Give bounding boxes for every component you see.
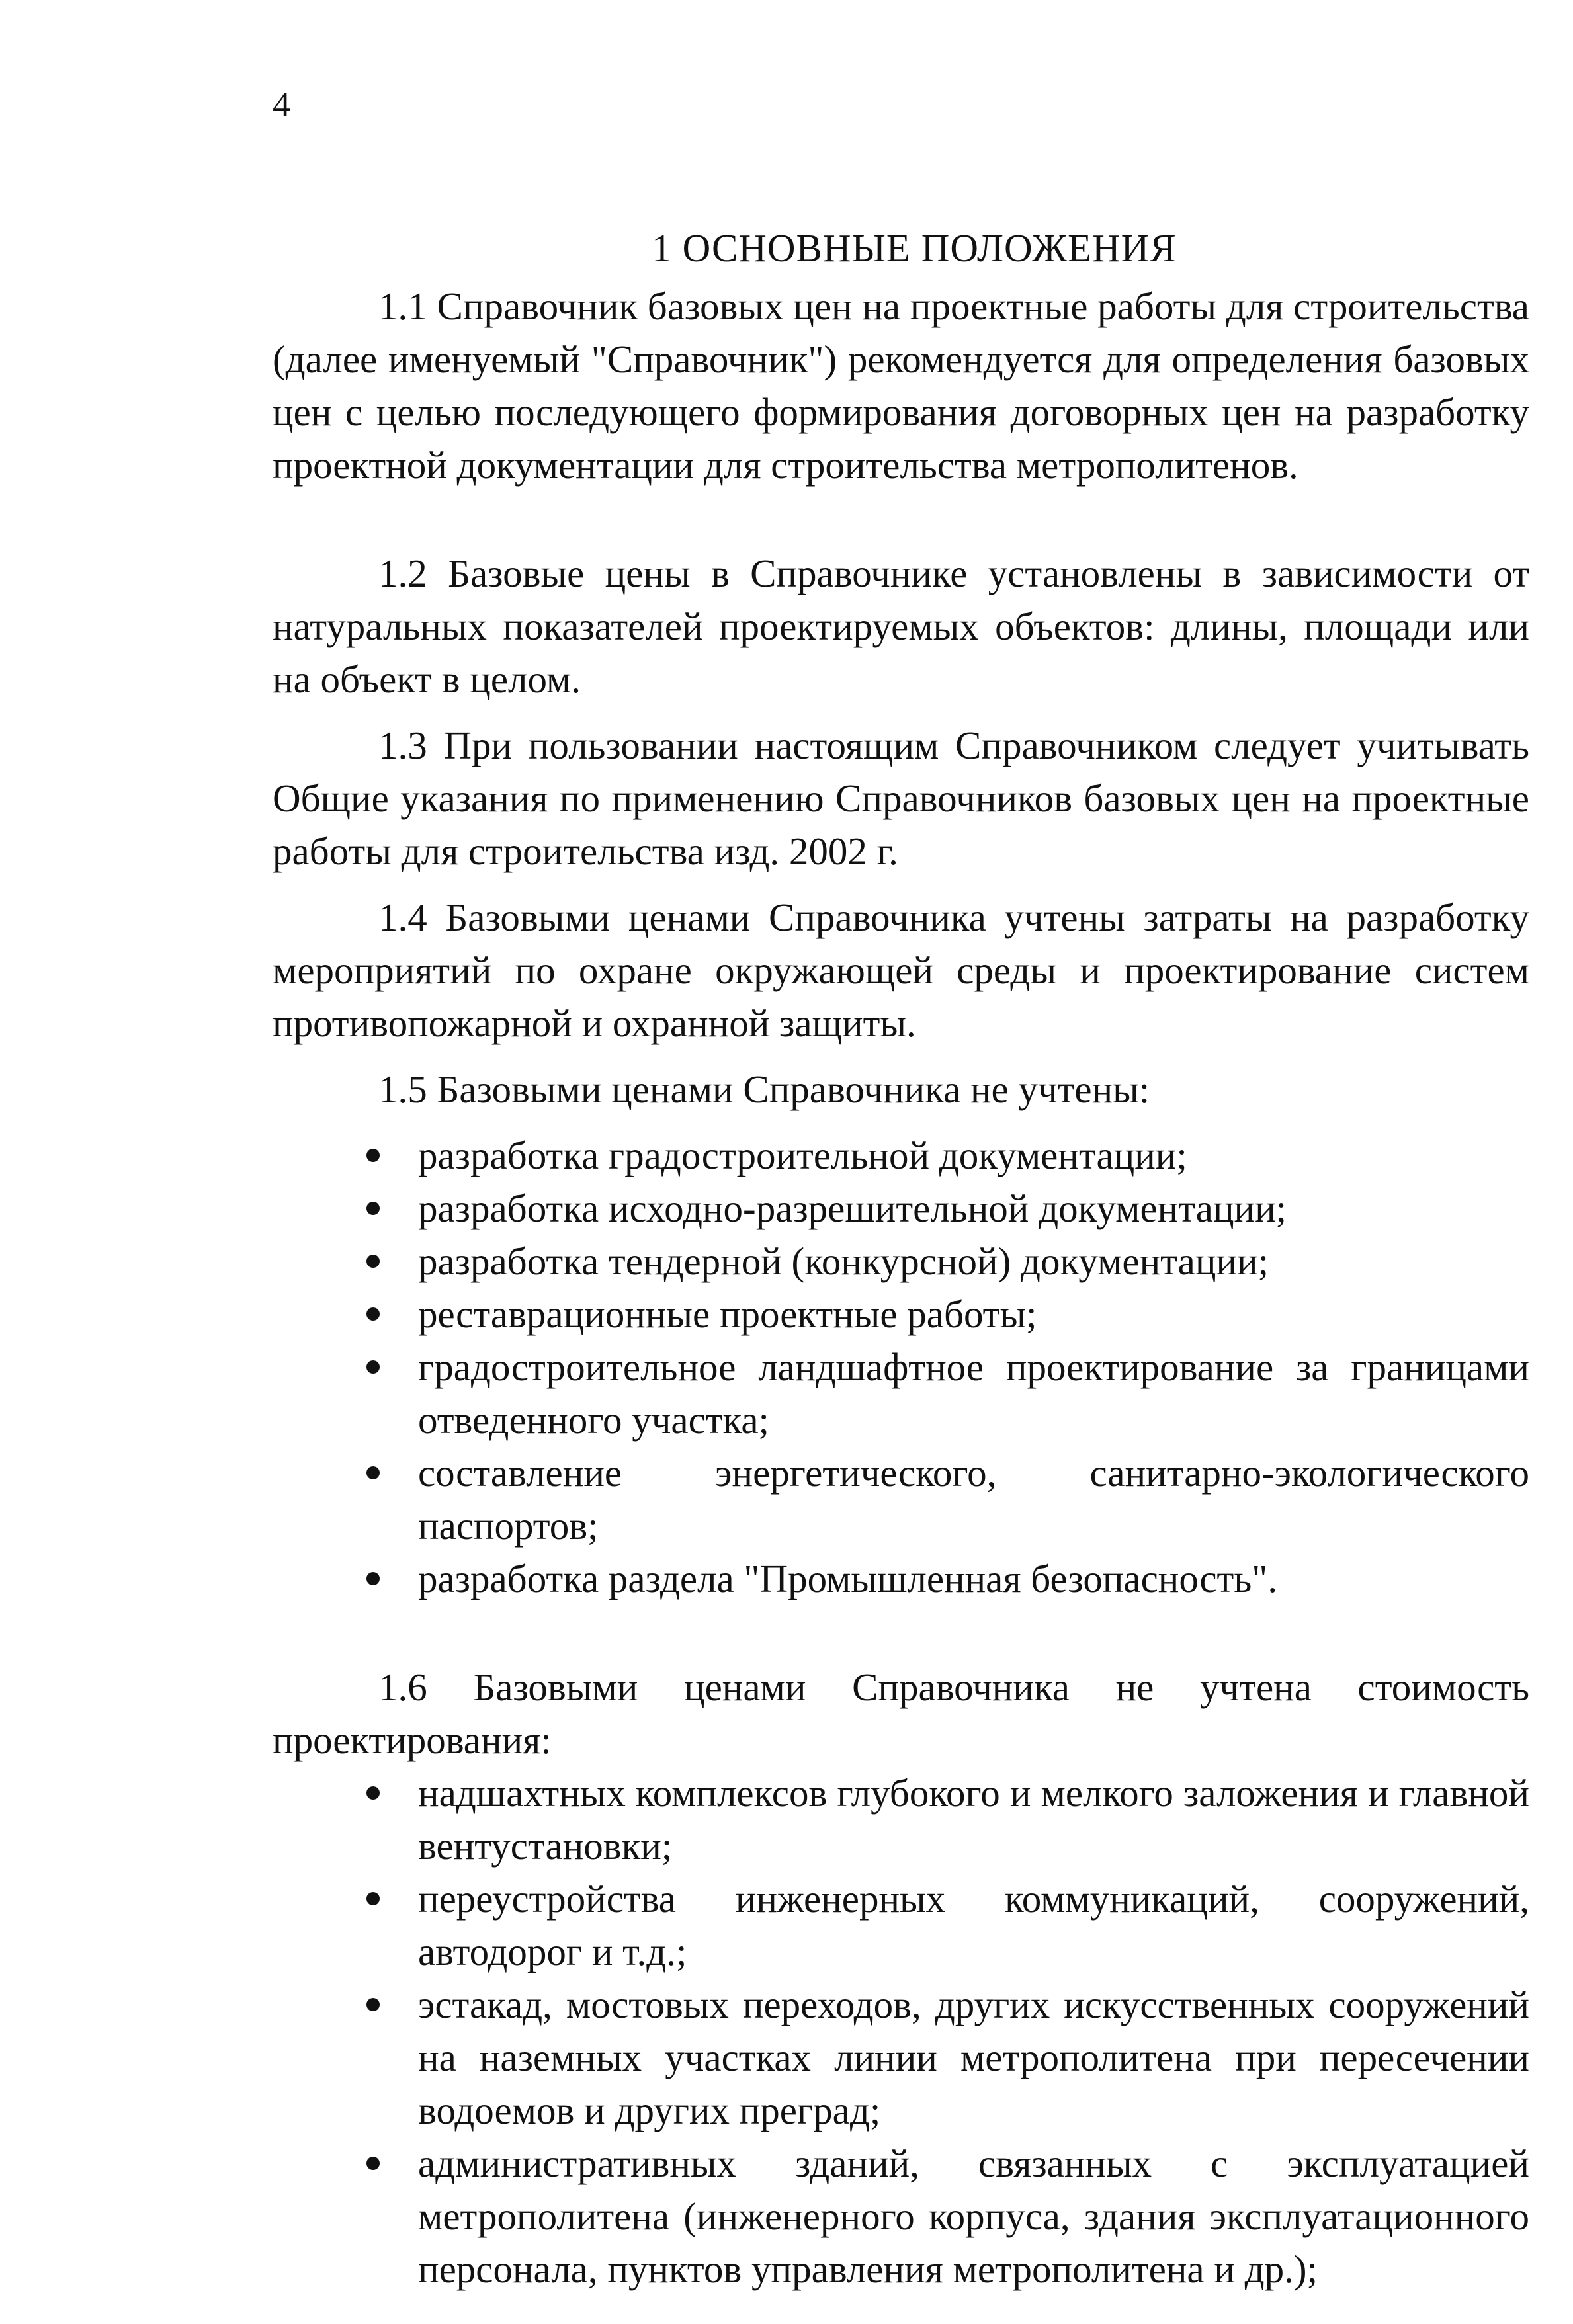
list-item <box>418 1129 1529 1182</box>
spacer <box>273 491 1529 547</box>
paragraph-1-1: 1.1 Справочник базовых цен на проектные работы для строительства (далее именуемый "Справочник") рекомендуется для определения базовых цен с целью последующего формирования договорных цен на разработку проектной документации для строительства метрополитенов. <box>273 284 1529 487</box>
section-title: 1 ОСНОВНЫЕ ПОЛОЖЕНИЯ <box>652 226 1177 270</box>
list-item <box>418 1978 1529 2137</box>
list-item <box>418 1766 1529 1872</box>
page-number: 4 <box>273 85 290 124</box>
list-item-text: реставрационные проектные работы; <box>418 1292 1037 1336</box>
bullet-icon <box>366 1202 380 1215</box>
list-item-text: разработка градостроительной документации; <box>418 1134 1187 1177</box>
spacer <box>273 1050 1529 1063</box>
list-item <box>418 1552 1529 1605</box>
list-item-text: переустройства инженерных коммуникаций, сооружений, автодорог и т.д.; <box>418 1877 1529 1973</box>
list-item-text: эстакад, мостовых переходов, других искусственных сооружений на наземных участках линии метрополитена при пересечении водоемов и других преград; <box>418 1983 1529 2132</box>
list-item-text: градостроительное ландшафтное проектирование за границами отведенного участка; <box>418 1345 1529 1442</box>
bullet-icon <box>366 1255 380 1268</box>
list-item <box>418 1235 1529 1288</box>
list-item <box>418 2137 1529 2296</box>
bullet-icon <box>366 1892 380 1905</box>
list-item <box>418 1872 1529 1978</box>
spacer <box>273 706 1529 719</box>
bullet-icon <box>366 1572 380 1585</box>
spacer <box>273 1605 1529 1661</box>
list-item <box>418 1446 1529 1552</box>
list-item <box>418 1341 1529 1446</box>
list-item <box>418 1182 1529 1235</box>
list-item-text: разработка исходно-разрешительной документации; <box>418 1186 1287 1230</box>
bullet-icon <box>366 1786 380 1800</box>
list-item-text: разработка тендерной (конкурсной) документации; <box>418 1239 1269 1283</box>
spacer <box>273 1116 1529 1129</box>
list-item-text: административных зданий, связанных с эксплуатацией метрополитена (инженерного корпуса, здания эксплуатационного персонала, пунктов управления метрополитена и др.); <box>418 2141 1529 2291</box>
bullet-icon <box>366 1360 380 1374</box>
list-item-text: составление энергетического, санитарно-экологического паспортов; <box>418 1451 1529 1548</box>
bullet-icon <box>366 1307 380 1321</box>
exclusions-list-1-6 <box>273 1766 1529 2296</box>
bullet-icon <box>366 1466 380 1479</box>
list-item-text: разработка раздела "Промышленная безопасность". <box>418 1557 1278 1600</box>
document-body <box>273 222 1529 2296</box>
list-item-text: надшахтных комплексов глубокого и мелкого заложения и главной вентустановки; <box>418 1771 1529 1868</box>
exclusions-list-1-5 <box>273 1129 1529 1605</box>
bullet-icon <box>366 1998 380 2011</box>
bullet-icon <box>366 2157 380 2170</box>
paragraph-1-6: 1.6 Базовыми ценами Справочника не учтена стоимость проектирования: <box>273 1665 1529 1762</box>
paragraph-1-5: 1.5 Базовыми ценами Справочника не учтены: <box>378 1067 1150 1111</box>
bullet-icon <box>366 1149 380 1162</box>
list-item <box>418 1288 1529 1341</box>
spacer <box>273 878 1529 891</box>
paragraph-1-3: 1.3 При пользовании настоящим Справочником следует учитывать Общие указания по применению Справочников базовых цен на проектные работы для строительства изд. 2002 г. <box>273 724 1529 873</box>
paragraph-1-2: 1.2 Базовые цены в Справочнике установлены в зависимости от натуральных показателей проектируемых объектов: длины, площади или на объект в целом. <box>273 552 1529 701</box>
paragraph-1-4: 1.4 Базовыми ценами Справочника учтены затраты на разработку мероприятий по охране окружающей среды и проектирование систем противопожарной и охранной защиты. <box>273 895 1529 1045</box>
